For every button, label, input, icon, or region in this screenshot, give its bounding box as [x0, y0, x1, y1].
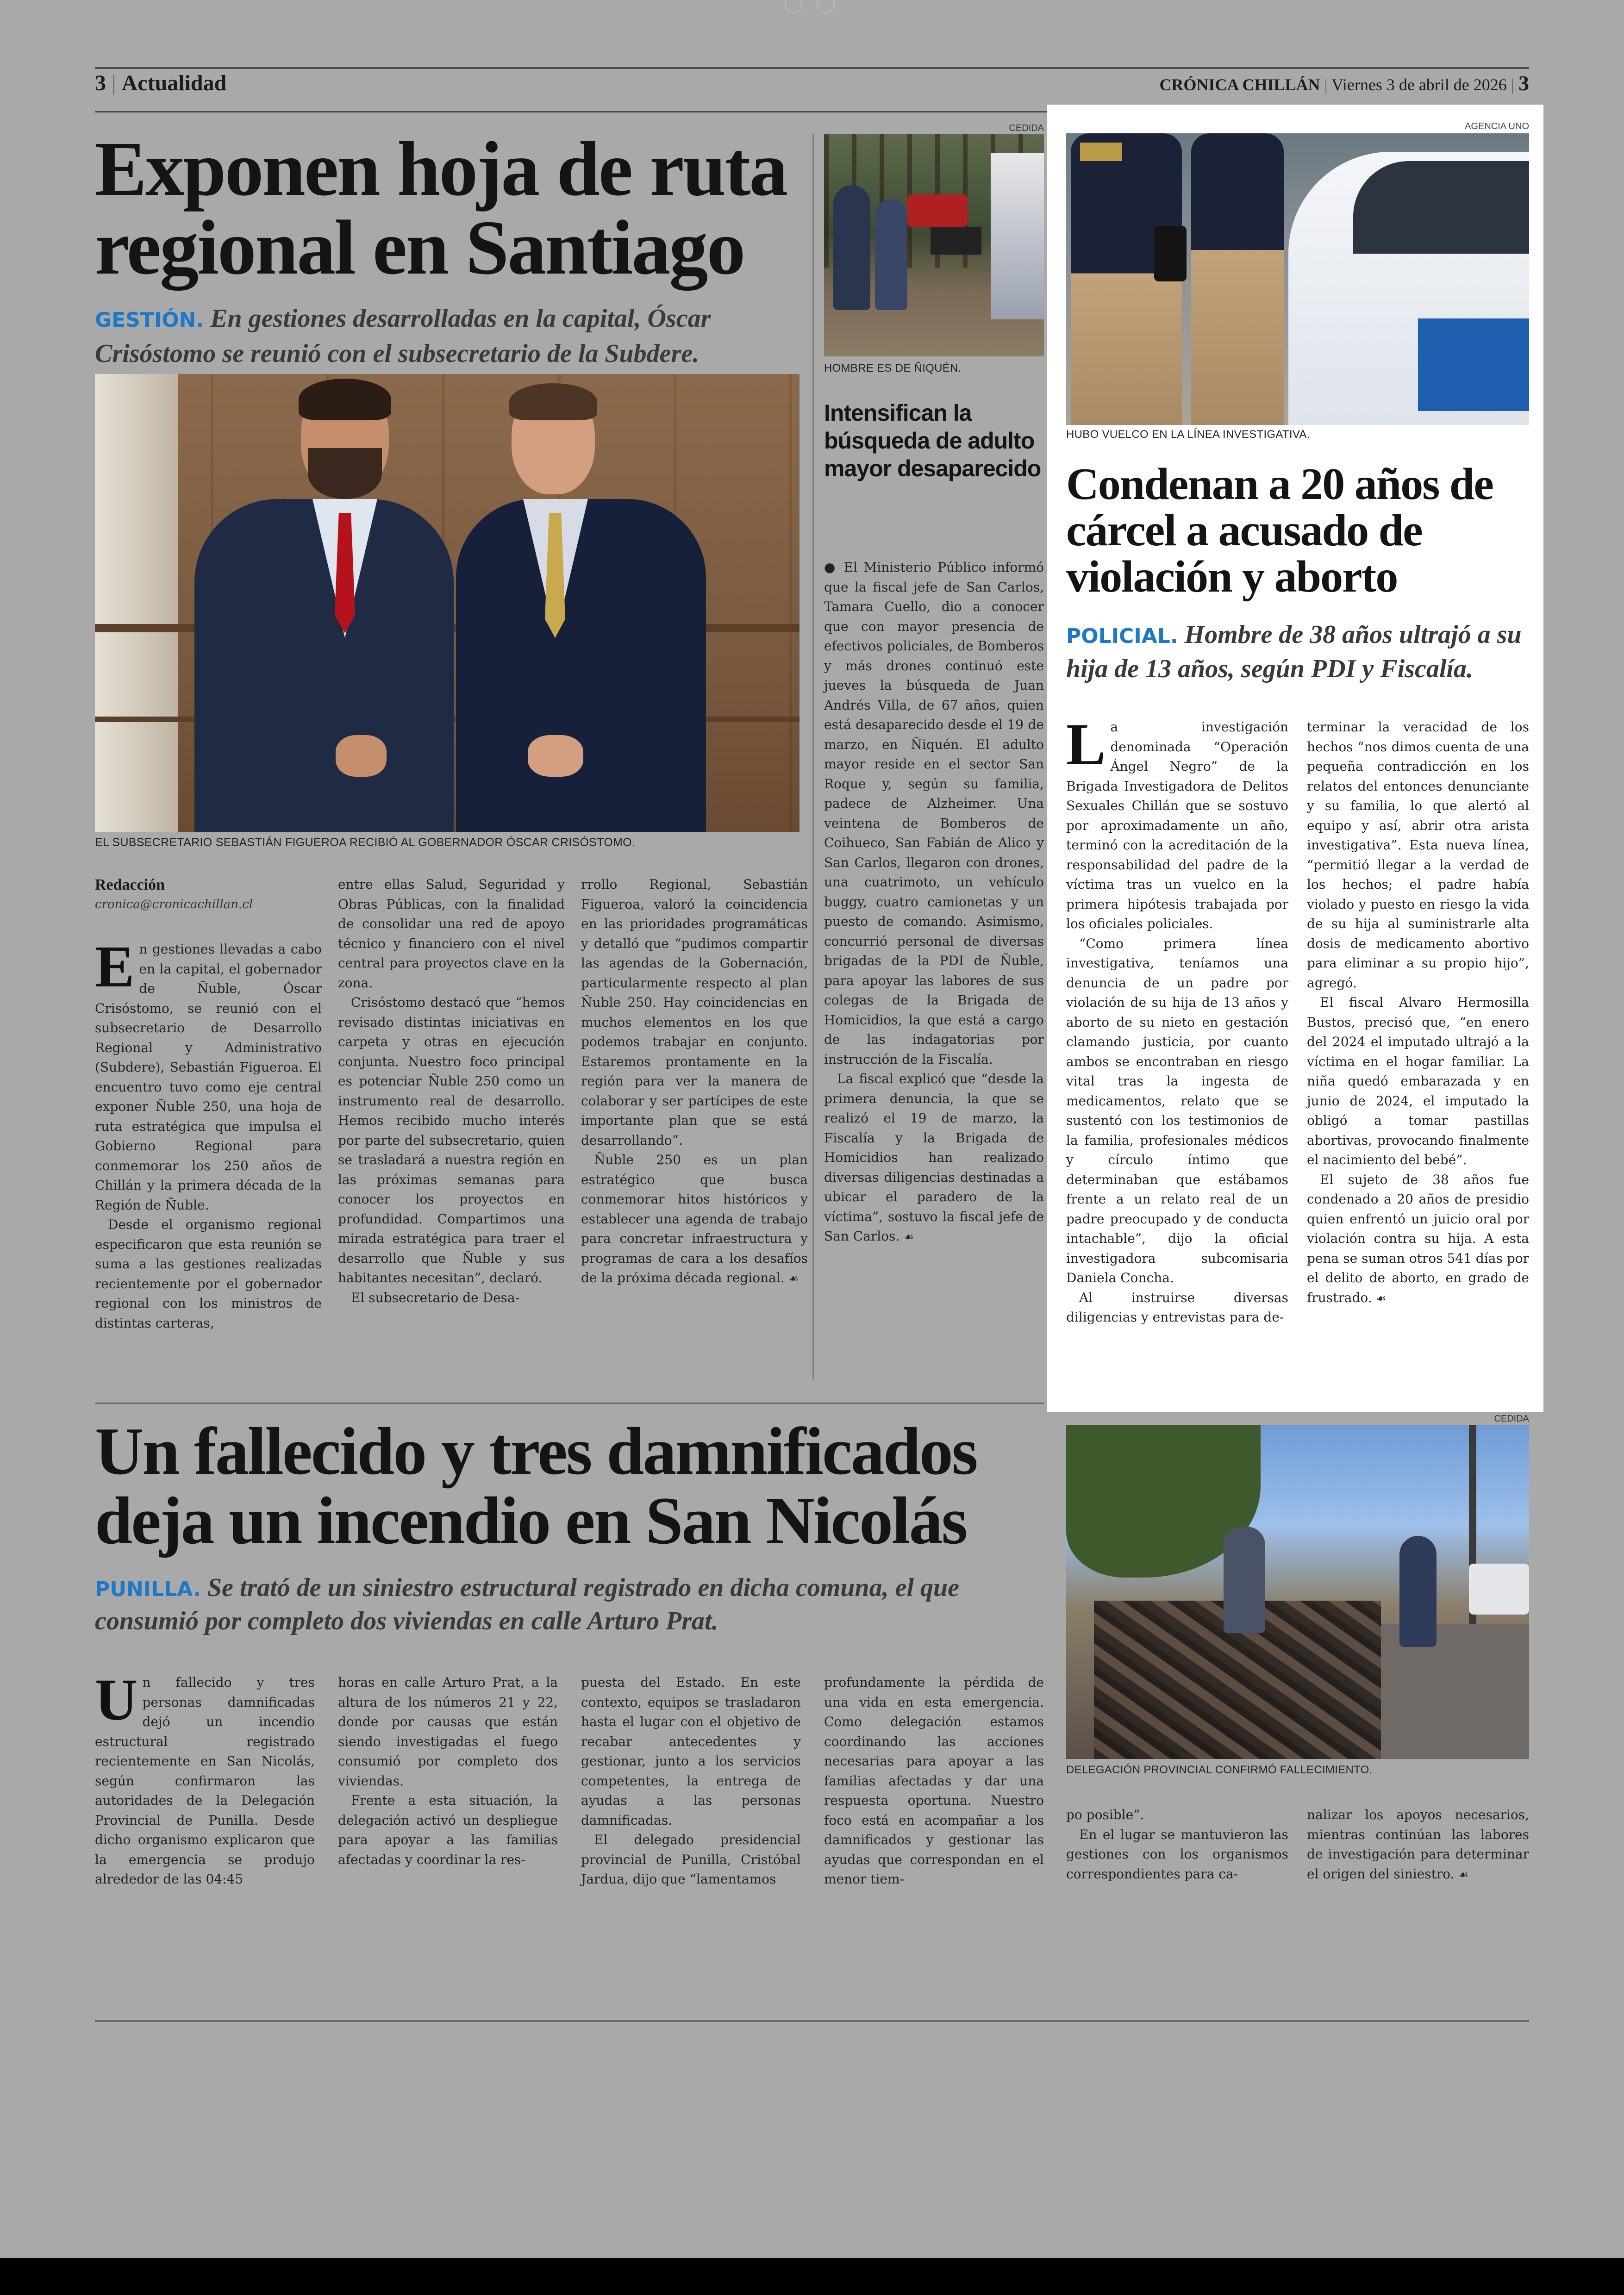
- masthead-separator-2: |: [1511, 75, 1518, 94]
- window-light: [95, 374, 178, 832]
- main-col-1: [95, 934, 322, 1333]
- fire-dropcap: U: [95, 1667, 138, 1733]
- fire-col3-p1: puesta del Estado. En este contexto, equipos se trasladaron hasta el lugar con el objetivo de recabar antecedentes y gestionar, junto a los servicios competentes, la entrega de ayudas a las personas damnificadas.: [581, 1675, 801, 1828]
- page-nav-controls[interactable]: [785, 0, 840, 14]
- byline-email[interactable]: cronica@cronicachillan.cl: [95, 898, 253, 911]
- main-photo-caption: EL SUBSECRETARIO SEBASTIÁN FIGUEROA RECIBIÓ AL GOBERNADOR ÓSCAR CRISÓSTOMO.: [95, 836, 636, 849]
- newspaper-name: CRÓNICA CHILLÁN: [1159, 75, 1320, 94]
- court-headline: [1066, 461, 1534, 600]
- fire-photo: [1066, 1425, 1529, 1759]
- fire-photo-caption: DELEGACIÓN PROVINCIAL CONFIRMÓ FALLECIMIENTO.: [1066, 1764, 1373, 1776]
- court-dropcap: L: [1066, 711, 1106, 777]
- main-col1-p2: Desde el organismo regional especificaron que esta reunión se suma a las gestiones realizadas recientemente por el gobernador regional con los ministros de distintas carteras,: [95, 1217, 322, 1331]
- main-deck-text: En gestiones desarrolladas en la capital, Óscar Crisóstomo se reunió con el subsecretario de la Subdere.: [95, 304, 711, 368]
- court-col1-p1: a investigación denominada “Operación Ángel Negro” de la Brigada Investigadora de Delitos Sexuales Chillán que se sostuvo por aproximadamente un año, terminó con la acreditación de la responsabilidad del padre de la víctima tras un vuelco en la primera hipótesis trabajada por los oficiales policiales.: [1066, 719, 1288, 931]
- fire-col5-p1: po posible”.: [1066, 1807, 1144, 1822]
- page-number-left: 3: [95, 71, 106, 95]
- fire-headline-line2: deja un incendio en San Nicolás: [95, 1483, 967, 1558]
- white-truck: [1469, 1564, 1529, 1615]
- end-mark-icon: ☙: [1376, 1291, 1387, 1305]
- next-page-icon[interactable]: [817, 0, 835, 13]
- court-deck: [1066, 618, 1529, 685]
- masthead-left: [95, 69, 226, 97]
- worker-1: [1224, 1527, 1265, 1633]
- person-left-beard: [308, 448, 382, 499]
- court-photo: [1066, 133, 1529, 425]
- court-col2-p3: El sujeto de 38 años fue condenado a 20 años de presidio quien enfrentó un juicio oral por violación contra su hija. A esta pena se suman otros 541 días por el delito de aborto, en grado de frustrado.: [1307, 1172, 1529, 1305]
- masthead-rule-top: [95, 67, 1529, 69]
- fire-col-4: [824, 1673, 1044, 1890]
- person-right-hair: [509, 383, 597, 420]
- main-deck: [95, 302, 808, 370]
- fire-col3-p2: El delegado presidencial provincial de Punilla, Cristóbal Jardua, dijo que “lamentamos: [581, 1832, 801, 1887]
- firefighter-2: [875, 199, 907, 310]
- person-right-hands: [528, 735, 583, 777]
- person-right-suit: [456, 499, 706, 832]
- court-col2-p2: El fiscal Alvaro Hermosilla Bustos, precisó que, “en enero del 2024 el imputado ultrajó a la víctima en el hogar familiar. La niña quedó embarazada y en junio de 2024, el imputado la obligó a tomar pastillas abortivas, provocando finalmente el nacimiento del bebé”.: [1307, 995, 1529, 1167]
- main-dropcap: E: [95, 934, 135, 999]
- byline-name: Redacción: [95, 876, 165, 893]
- main-col3-p1: rrollo Regional, Sebastián Figueroa, valoró la coincidencia en las prioridades programáticas y detalló que “pudimos compartir las agendas de la Gobernación, particularmente respecto al plan Ñuble 250. Hay coincidencias en muchos elementos en los que podemos trabajar en conjunto. Estaremos prontamente en la región para ver la manera de colaborar y ser partícipes de este importante plan que se está desarrollando”.: [581, 877, 808, 1148]
- person-left-hair: [299, 379, 391, 420]
- person-left-hands: [336, 735, 387, 777]
- red-vehicle: [907, 194, 968, 227]
- officer-2: [1191, 133, 1284, 425]
- search-p1: ● El Ministerio Público informó que la fiscal jefe de San Carlos, Tamara Cuello, dio a conocer que con mayor presencia de efectivos policiales, de Bomberos y más drones continuó este jueves la búsqueda de Juan Andrés Villa, de 67 años, quien está desaparecido desde el 19 de marzo, en Ñiquén. El adulto mayor reside en el sector San Roque y, según su familia, padece de Alzheimer. Una veintena de Bomberos de Coihueco, San Fabián de Alico y San Carlos, llegaron con drones, una cuatrimoto, un vehículo buggy, cuatro camionetas y un puesto de comando. Asimismo, concurrió personal de diversas brigadas de la PDI de Ñuble, para apoyar las labores de sus colegas de la Brigada de Homicidios, la que está a cargo de las indagatorias por instrucción de la Fiscalía.: [824, 560, 1044, 1067]
- main-col2-p1: entre ellas Salud, Seguridad y Obras Públicas, con la finalidad de consolidar una red de apoyo técnico y financiero con el nivel central para proyectos clave en la zona.: [338, 877, 565, 991]
- masthead-separator: |: [1324, 75, 1332, 94]
- section-name: Actualidad: [121, 71, 227, 95]
- fire-deck-text: Se trató de un siniestro estructural registrado en dicha comuna, el que consumió por completo dos viviendas en calle Arturo Prat.: [95, 1573, 960, 1635]
- fire-col-2: [338, 1673, 558, 1870]
- column-divider: [812, 134, 814, 1379]
- court-photo-caption: HUBO VUELCO EN LA LÍNEA INVESTIGATIVA.: [1066, 428, 1310, 441]
- issue-date: Viernes 3 de abril de 2026: [1331, 75, 1507, 94]
- main-col-3: [581, 875, 808, 1289]
- firefighter-1: [833, 185, 870, 310]
- holster: [1154, 226, 1187, 281]
- main-headline: [95, 126, 812, 291]
- main-col2-p3: El subsecretario de Desa-: [351, 1290, 520, 1305]
- fire-col1-p1: n fallecido y tres personas damnificadas dejó un incendio estructural registrado recientemente en San Nicolás, según confirmaron las autoridades de la Delegación Provincial de Punilla. Desde dicho organismo explicaron que la emergencia se produjo alrededor de las 04:45: [95, 1675, 315, 1887]
- main-col-2: [338, 875, 565, 1308]
- court-deck-text: Hombre de 38 años ultrajó a su hija de 13 años, según PDI y Fiscalía.: [1066, 620, 1522, 683]
- fire-col2-p1: horas en calle Arturo Prat, a la altura de los números 21 y 22, donde por causas que están siendo investigadas el fuego consumió por completo dos viviendas.: [338, 1675, 558, 1789]
- search-headline: Intensifican la búsqueda de adulto mayor desaparecido: [824, 400, 1041, 481]
- court-headline-line1: Condenan a 20 años de: [1066, 459, 1493, 509]
- fire-col-6: [1307, 1805, 1529, 1884]
- laptop-table: [931, 227, 981, 255]
- fire-col-3: [581, 1673, 801, 1890]
- main-kicker: GESTIÓN.: [95, 308, 204, 332]
- search-body: [824, 558, 1044, 1247]
- police-car-window: [1353, 161, 1529, 254]
- main-headline-line2: regional en Santiago: [95, 205, 744, 291]
- officer-1-vest-text: [1080, 143, 1122, 161]
- prev-page-icon[interactable]: [785, 0, 802, 13]
- main-headline-line1: Exponen hoja de ruta: [95, 126, 787, 212]
- court-col-1: [1066, 711, 1288, 1328]
- fire-col6-p1: nalizar los apoyos necesarios, mientras continúan las labores de investigación para determinar el origen del siniestro.: [1307, 1807, 1529, 1882]
- utility-pole: [1469, 1425, 1476, 1656]
- viewer-bottom-bar[interactable]: [0, 2258, 1624, 2295]
- search-photo-caption: HOMBRE ES DE ÑIQUÉN.: [824, 362, 962, 374]
- main-col3-p2: Ñuble 250 es un plan estratégico que busca conmemorar hitos históricos y establecer una agenda de trabajo para concretar infraestructura y programas de cara a los desafíos de la próxima década regional.: [581, 1152, 808, 1285]
- fire-col-5: [1066, 1805, 1288, 1884]
- court-col-2: [1307, 717, 1529, 1308]
- fire-photo-credit: CEDIDA: [1494, 1414, 1529, 1424]
- pdi-logo-stripe: [1418, 318, 1529, 411]
- worker-2: [1399, 1536, 1437, 1647]
- court-kicker: POLICIAL.: [1066, 624, 1178, 648]
- search-p2: La fiscal explicó que “desde la primera denuncia, la que se realizó el 19 de marzo, la Fiscalía y la Brigada de Homicidios han realizado diversas diligencias destinadas a ubicar el paradero de la víctima”, sostuvo la fiscal jefe de San Carlos.: [824, 1071, 1044, 1244]
- fire-col2-p2: Frente a esta situación, la delegación activó un despliegue para apoyar a las familias afectadas y coordinar la res-: [338, 1793, 558, 1867]
- main-col2-p2: Crisóstomo destacó que “hemos revisado distintas iniciativas en carpeta y otras en ejecución conjunta. Nuestro foco principal es potenciar Ñuble 250 como un instrumento real de desarrollo. Hemos recibido mucho interés por parte del subsecretario, quien se trasladará a nuestra región en las próximas semanas para conocer los proyectos en profundidad. Compartimos una mirada estratégica para traer el desarrollo que Ñuble y sus habitantes necesitan”, declaró.: [338, 995, 565, 1285]
- end-mark-icon: ☙: [904, 1230, 914, 1243]
- main-byline: [95, 875, 322, 914]
- court-col2-p1: terminar la veracidad de los hechos “nos dimos cuenta de una pequeña contradicción en los relatos del entonces denunciante y su familia, lo que alertó al equipo y así, abrir otra arista investigativa”. Esta nueva línea, “permitió llegar a la verdad de los hechos; el padre había violado y puesto en riesgo la vida de su hija al suministrarle alta dosis de medicamento abortivo para eliminar a su propio hijo”, agregó.: [1307, 719, 1529, 991]
- fire-headline: [95, 1414, 1058, 1558]
- page-number-right: 3: [1518, 71, 1529, 95]
- fire-deck: [95, 1572, 1044, 1637]
- court-col1-p3: Al instruirse diversas diligencias y entrevistas para de-: [1066, 1290, 1288, 1325]
- masthead-divider: |: [112, 71, 122, 95]
- fire-col-1: [95, 1667, 315, 1890]
- main-col1-p1: n gestiones llevadas a cabo en la capital, el gobernador de Ñuble, Óscar Crisóstomo, se reunió con el subsecretario de Desarrollo Regional y Administrativo (Subdere), Sebastián Figueroa. El encuentro tuvo como eje central exponer Ñuble 250, una hoja de ruta estratégica que impulsa el Gobierno Regional para conmemorar los 250 años de Chillán y la primera década de la Región de Ñuble.: [95, 942, 322, 1213]
- court-photo-credit: AGENCIA UNO: [1465, 121, 1529, 131]
- masthead-right: [1159, 69, 1529, 97]
- court-headline-line2: cárcel a acusado de: [1066, 505, 1422, 555]
- fire-kicker: PUNILLA.: [95, 1578, 201, 1601]
- search-photo: [824, 134, 1044, 356]
- court-col1-p2: “Como primera línea investigativa, teníamos una denuncia de un padre por violación de su hija de 13 años y aborto de su nieto en gestación clamando justicia, por cuanto ambos se encontraban en riesgo vital tras la ingesta de medicamentos, relato que se sustentó con los testimonios de la familia, profesionales médicos y círculo íntimo que determinaban que estábamos frente a un relato real de un padre preocupado y de conducta intachable”, dijo la oficial investigadora subcomisaria Daniela Concha.: [1066, 935, 1288, 1285]
- person-left-suit: [194, 499, 454, 832]
- fire-headline-line1: Un fallecido y tres damnificados: [95, 1414, 977, 1489]
- fire-col4-p1: profundamente la pérdida de una vida en esta emergencia. Como delegación estamos coordinando las acciones necesarias para apoyar a las familias afectadas y dar una respuesta oportuna. Nuestro foco está en acompañar a los damnificados y gestionar las ayudas que correspondan en el menor tiem-: [824, 1675, 1044, 1887]
- page-bottom-rule: [95, 2020, 1529, 2022]
- end-mark-icon: ☙: [788, 1272, 799, 1285]
- search-photo-credit: CEDIDA: [1009, 123, 1044, 133]
- section-rule: [95, 1403, 1044, 1404]
- end-mark-icon: ☙: [1458, 1868, 1468, 1881]
- fire-col5-p2: En el lugar se mantuvieron las gestiones con los organismos correspondientes para ca-: [1066, 1827, 1288, 1882]
- court-headline-line3: violación y aborto: [1066, 552, 1398, 602]
- main-photo: [95, 374, 800, 832]
- truck: [991, 153, 1044, 319]
